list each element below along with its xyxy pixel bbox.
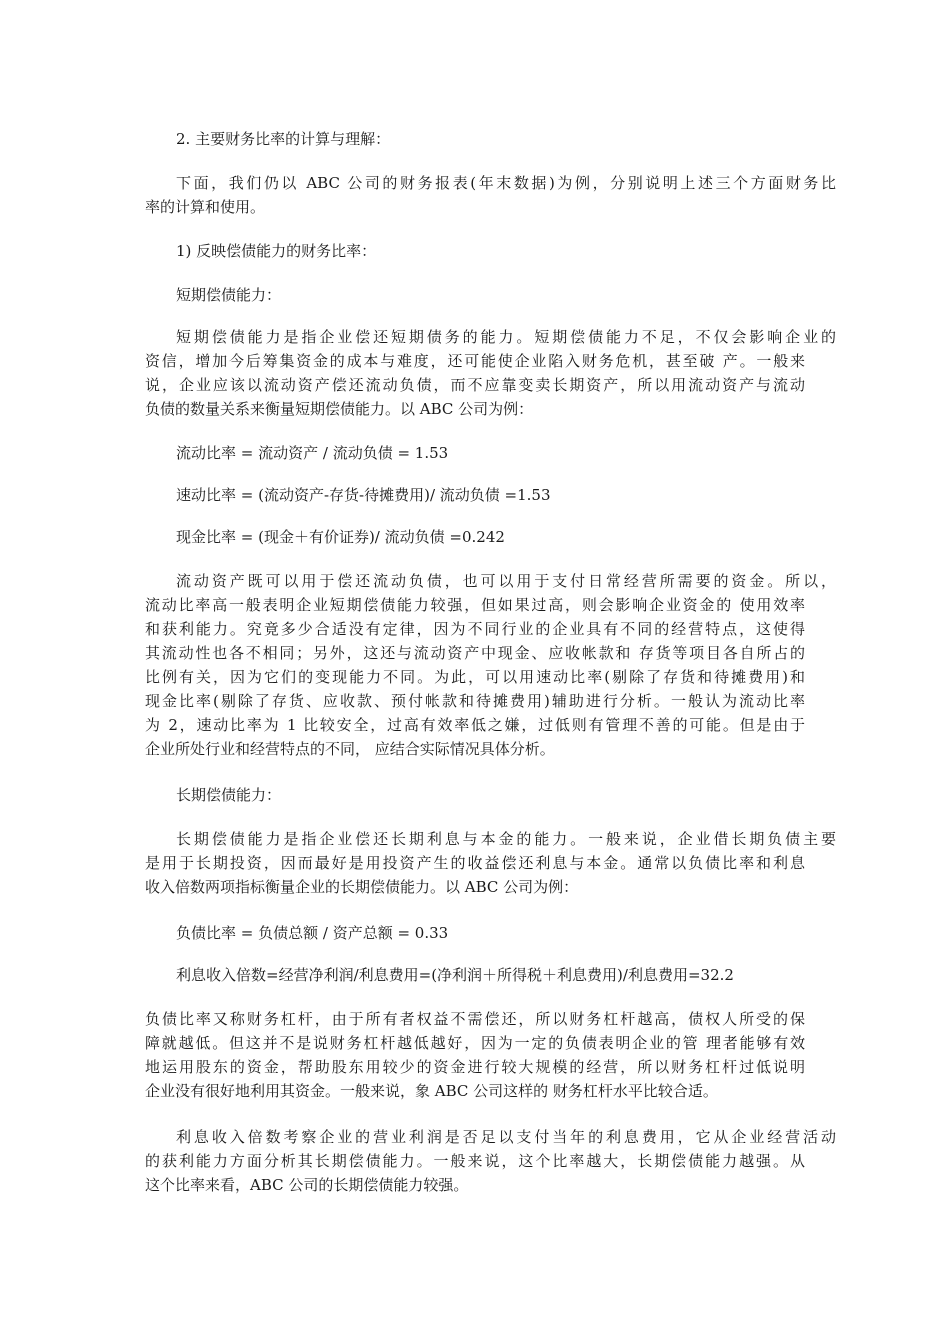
short-term-desc-line: 负债的数量关系来衡量短期偿债能力。以 ABC 公司为例： — [145, 400, 534, 418]
long-term-desc-line: 是用于长期投资，因而最好是用投资产生的收益偿还利息与本金。通常以负债比率和利息 — [145, 854, 805, 872]
short-term-title: 短期偿债能力： — [176, 286, 282, 304]
short-term-analysis-line: 流动比率高一般表明企业短期偿债能力较强，但如果过高，则会影响企业资金的 使用效率 — [145, 596, 805, 614]
leverage-line: 企业没有很好地利用其资金。一般来说，象 ABC 公司这样的 财务杠杆水平比较合适。 — [145, 1082, 718, 1100]
section-heading: 2. 主要财务比率的计算与理解： — [176, 130, 391, 148]
cash-ratio-formula: 现金比率 = (现金＋有价证券)/ 流动负债 =0.242 — [176, 528, 505, 546]
short-term-analysis-line: 比例有关，因为它们的变现能力不同。为此，可以用速动比率(剔除了存货和待摊费用)和 — [145, 668, 805, 686]
debt-ratio-formula: 负债比率 = 负债总额 / 资产总额 = 0.33 — [176, 924, 449, 942]
long-term-desc-line: 长期偿债能力是指企业偿还长期利息与本金的能力。一般来说，企业借长期负债主要 — [176, 830, 836, 848]
short-term-analysis-line: 流动资产既可以用于偿还流动负债，也可以用于支付日常经营所需要的资金。所以， — [176, 572, 836, 590]
long-term-desc-line: 收入倍数两项指标衡量企业的长期偿债能力。以 ABC 公司为例： — [145, 878, 579, 896]
subsection-title: 1) 反映偿债能力的财务比率： — [176, 242, 377, 260]
leverage-line: 地运用股东的资金，帮助股东用较少的资金进行较大规模的经营，所以财务杠杆过低说明 — [145, 1058, 805, 1076]
intro-line-2: 率的计算和使用。 — [145, 198, 266, 216]
short-term-desc-line: 资信，增加今后筹集资金的成本与难度，还可能使企业陷入财务危机，甚至破 产。一般来 — [145, 352, 805, 370]
short-term-analysis-line: 为 2，速动比率为 1 比较安全，过高有效率低之嫌，过低则有管理不善的可能。但是由于 — [145, 716, 805, 734]
short-term-desc-line: 短期偿债能力是指企业偿还短期债务的能力。短期偿债能力不足，不仅会影响企业的 — [176, 328, 836, 346]
leverage-line: 负债比率又称财务杠杆，由于所有者权益不需偿还，所以财务杠杆越高，债权人所受的保 — [145, 1010, 805, 1028]
coverage-line: 利息收入倍数考察企业的营业利润是否足以支付当年的利息费用，它从企业经营活动 — [176, 1128, 836, 1146]
short-term-analysis-line: 现金比率(剔除了存货、应收款、预付帐款和待摊费用)辅助进行分析。一般认为流动比率 — [145, 692, 805, 710]
coverage-line: 的获利能力方面分析其长期偿债能力。一般来说，这个比率越大，长期偿债能力越强。从 — [145, 1152, 805, 1170]
short-term-analysis-line: 企业所处行业和经营特点的不同， 应结合实际情况具体分析。 — [145, 740, 555, 758]
current-ratio-formula: 流动比率 = 流动资产 / 流动负债 = 1.53 — [176, 444, 449, 462]
coverage-line: 这个比率来看，ABC 公司的长期偿债能力较强。 — [145, 1176, 469, 1194]
leverage-line: 障就越低。但这并不是说财务杠杆越低越好，因为一定的负债表明企业的管 理者能够有效 — [145, 1034, 805, 1052]
interest-coverage-formula: 利息收入倍数=经营净利润/利息费用=(净利润＋所得税＋利息费用)/利息费用=32.2 — [176, 966, 734, 984]
intro-line-1: 下面，我们仍以 ABC 公司的财务报表(年末数据)为例，分别说明上述三个方面财务比 — [176, 174, 836, 192]
quick-ratio-formula: 速动比率 = (流动资产-存货-待摊费用)/ 流动负债 =1.53 — [176, 486, 551, 504]
short-term-desc-line: 说，企业应该以流动资产偿还流动负债，而不应靠变卖长期资产，所以用流动资产与流动 — [145, 376, 805, 394]
long-term-title: 长期偿债能力： — [176, 786, 282, 804]
short-term-analysis-line: 和获利能力。究竟多少合适没有定律，因为不同行业的企业具有不同的经营特点，这使得 — [145, 620, 805, 638]
short-term-analysis-line: 其流动性也各不相同；另外，这还与流动资产中现金、应收帐款和 存货等项目各自所占的 — [145, 644, 805, 662]
